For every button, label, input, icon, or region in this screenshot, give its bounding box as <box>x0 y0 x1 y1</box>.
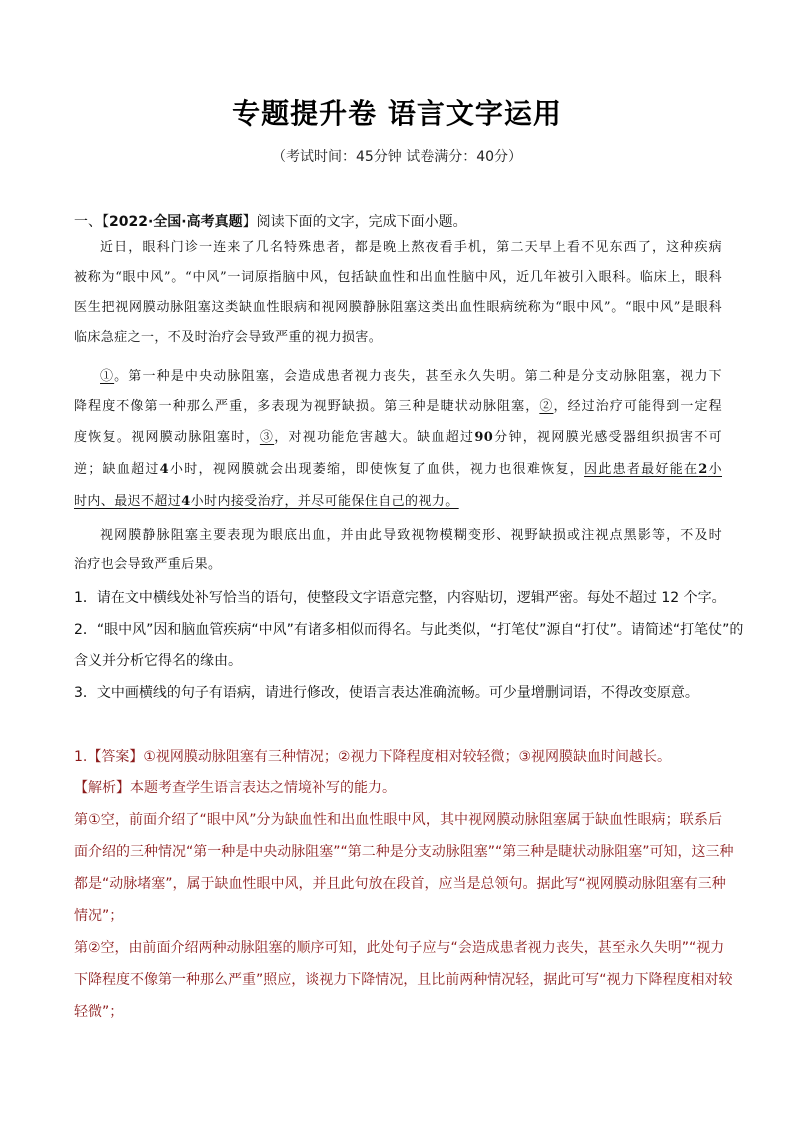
question-2-cont: 含义并分析它得名的缘由。 <box>74 653 242 669</box>
section-heading <box>74 212 722 232</box>
blank-2: ② <box>539 399 554 414</box>
passage-text: 。第一种是中央动脉阻塞，会造成患者视力丧失，甚至永久失明。第二种是分支动脉阻塞，视力下 <box>114 369 722 384</box>
section-source: 2022·全国·高考真题 <box>109 214 243 230</box>
passage-text: 降程度不像第一种那么严重，多表现为视野缺损。第三种是睫状动脉阻塞， <box>74 399 540 414</box>
analysis-text: 面介绍的三种情况“第一种是中央动脉阻塞”“第二种是分支动脉阻塞”“第三种是睫状动脉阻塞”可知，这三种 <box>74 844 734 860</box>
passage-line: 视网膜静脉阻塞主要表现为眼底出血，并由此导致视物模糊变形、视野缺损或注视点黑影等，不及时 <box>100 528 722 543</box>
analysis-text: 都是“动脉堵塞”，属于缺血性眼中风，并且此句放在段首，应当是总领句。据此写“视网膜动脉阻塞有三种 <box>74 876 726 892</box>
question-3: 3．文中画横线的句子有语病，请进行修改，使语言表达准确流畅。可少量增删词语，不得改变原意。 <box>74 685 699 701</box>
passage-number: 4 <box>181 494 191 509</box>
passage-text: ，对视功能危害越大。缺血超过 <box>274 430 475 445</box>
passage-number: 90 <box>474 430 494 445</box>
exam-info: （考试时间：45分钟 试卷满分：40分） <box>271 149 523 165</box>
passage-line: 治疗也会导致严重后果。 <box>74 557 222 572</box>
passage-text: 逆；缺血超过 <box>74 462 160 477</box>
passage-line <box>100 367 722 387</box>
analysis-text: 第②空，由前面介绍两种动脉阻塞的顺序可知，此处句子应与“会造成患者视力丧失，甚至永久失明”“视力 <box>74 940 725 956</box>
analysis-text: 下降程度不像第一种那么严重”照应，谈视力下降情况，且比前两种情况轻，据此可写“视力下降程度相对较 <box>74 972 733 988</box>
underlined-sentence <box>74 494 459 509</box>
passage-text: 小 <box>707 462 722 477</box>
passage-text: 因此患者最好能在 <box>584 462 699 477</box>
passage-number: 4 <box>159 462 170 477</box>
analysis-label: 【解析】本题考查学生语言表达之情境补写的能力。 <box>74 780 396 796</box>
passage-line: 医生把视网膜动脉阻塞这类缺血性眼病和视网膜静脉阻塞这类出血性眼病统称为“眼中风”。“眼中风”是眼科 <box>74 300 722 315</box>
passage-line: 临床急症之一，不及时治疗会导致严重的视力损害。 <box>74 330 383 345</box>
passage-line <box>74 460 722 480</box>
analysis-text: 轻微”； <box>74 1004 124 1020</box>
passage-line: 近日，眼科门诊一连来了几名特殊患者，都是晚上熬夜看手机，第二天早上看不见东西了，这种疾病 <box>100 240 722 255</box>
question-1: 1．请在文中横线处补写恰当的语句，使整段文字语意完整，内容贴切，逻辑严密。每处不超过 12 个字。 <box>74 590 726 606</box>
section-prefix: 一、【 <box>74 214 109 230</box>
passage-text: 时内、最迟不超过 <box>74 494 182 509</box>
answer-line: 1.【答案】①视网膜动脉阻塞有三种情况；②视力下降程度相对较轻微；③视网膜缺血时间越长。 <box>74 749 672 765</box>
passage-text: ，经过治疗可能得到一定程 <box>553 399 722 414</box>
analysis-text: 第①空，前面介绍了“眼中风”分为缺血性和出血性眼中风，其中视网膜动脉阻塞属于缺血性眼病；联系后 <box>74 812 722 828</box>
passage-text: 度恢复。视网膜动脉阻塞时， <box>74 430 260 445</box>
passage-text: 小时，视网膜就会出现萎缩，即使恢复了血供，视力也很难恢复， <box>169 462 585 477</box>
blank-1: ① <box>100 369 115 384</box>
passage-line <box>74 492 722 512</box>
underlined-sentence <box>584 462 722 477</box>
passage-line <box>74 428 722 448</box>
passage-text: 分钟，视网膜光感受器组织损害不可 <box>493 430 723 445</box>
question-2: 2．“眼中风”因和脑血管疾病“中风”有诸多相似而得名。与此类似，“打笔仗”源自“打仗”。请简述“打笔仗”的 <box>74 622 744 638</box>
section-instruction: 】阅读下面的文字，完成下面小题。 <box>242 214 467 230</box>
blank-3: ③ <box>259 430 275 445</box>
analysis-text: 情况”； <box>74 908 124 924</box>
passage-line <box>74 397 722 417</box>
passage-text: 小时内接受治疗，并尽可能保住自己的视力。 <box>190 494 459 509</box>
page-title: 专题提升卷 语言文字运用 <box>232 97 562 130</box>
passage-line: 被称为“眼中风”。“中风”一词原指脑中风，包括缺血性和出血性脑中风，近几年被引入眼科。临床上，眼科 <box>74 270 722 285</box>
passage-number: 2 <box>698 462 708 477</box>
